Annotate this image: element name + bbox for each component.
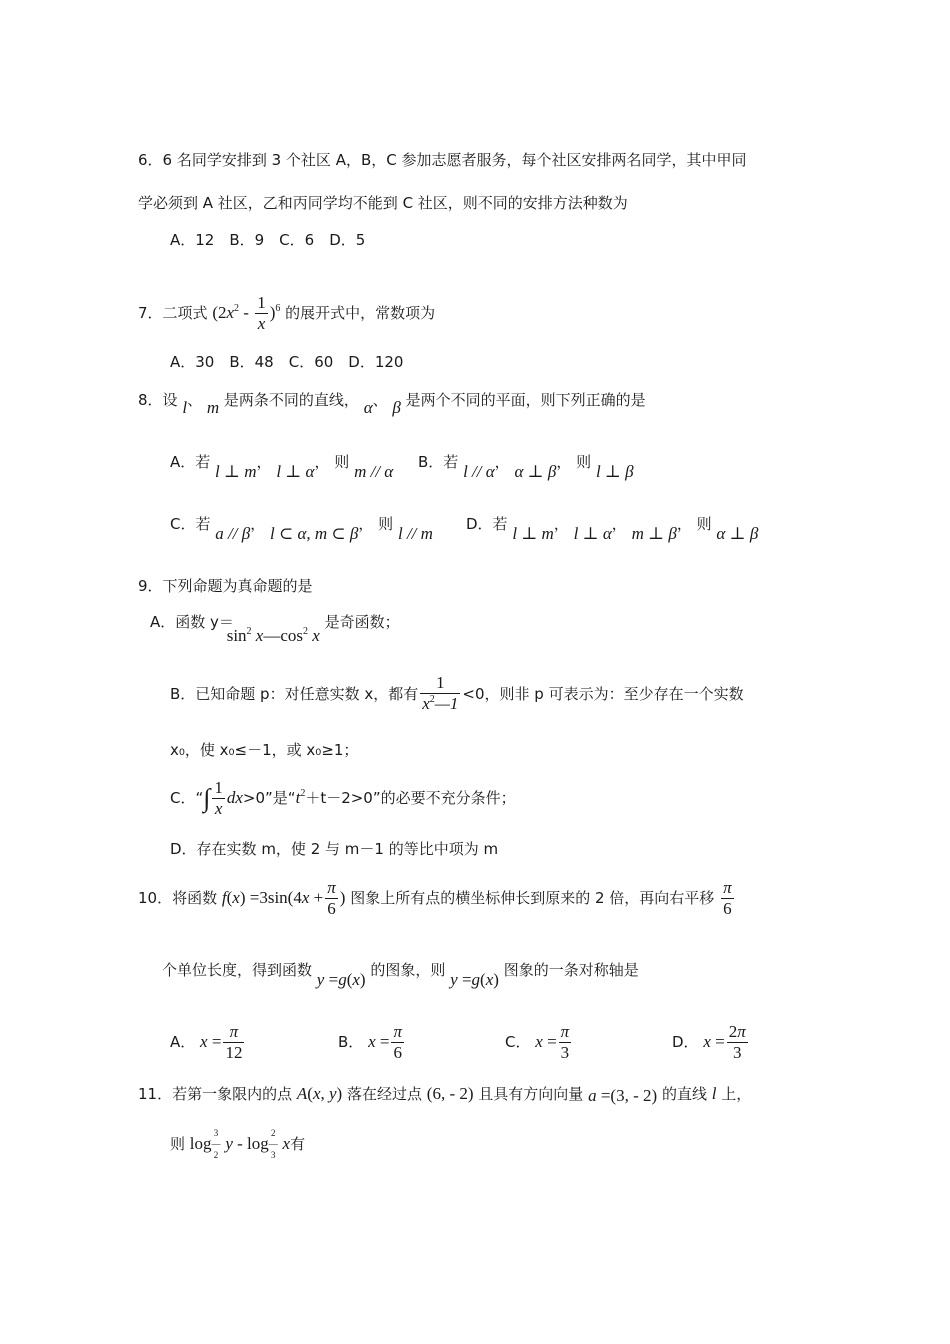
q7-binomial: ($2x^2$ - — [212, 303, 254, 322]
q9-b-prefix: B．已知命题 p：对任意实数 x，都有 — [170, 685, 419, 703]
q11-line2-suffix: 有 — [290, 1135, 306, 1153]
q8-option-b: B．若 l // α， α ⊥ β， 则 l ⊥ β — [418, 453, 634, 481]
q9-option-b — [170, 672, 744, 717]
q11-mid1: 落在经过点 — [346, 1085, 422, 1103]
q10-line2-a: 个单位长度，得到函数 — [162, 961, 313, 979]
q9-b-fraction: $\frac{1}{x^2—1}$ — [420, 673, 460, 717]
q6-line1: 6．6 名同学安排到 3 个社区 A，B，C 参加志愿者服务，每个社区安排两名同学，其中甲同 — [138, 151, 747, 169]
q9-a-suffix: 是奇函数； — [324, 613, 400, 631]
q11-line1: 11．若第一象限内的点 A(x, y) 落在经过点 (6, - 2) 且具有方向向量 a =(3, - 2) 的直线 l 上， — [138, 1084, 752, 1105]
q10-line1: 10．将函数 f(x) =3sin(4x + $\frac{\pi}{6}$ ) 图象上所有点的横坐标伸长到原来的 2 倍，再向右平移 $\frac{\pi}{6}$ — [138, 878, 732, 918]
q7-prefix: 7．二项式 — [138, 304, 208, 322]
q9-c-prefix: C．“ — [170, 789, 204, 807]
q8-stem: 8．设 l、 m 是两条不同的直线， α、 β 是两个不同的平面，则下列正确的是 — [138, 391, 646, 417]
q10-mid: 图象上所有点的横坐标伸长到原来的 2 倍，再向右平移 — [350, 889, 715, 907]
q8-stem-b: 是两条不同的直线， — [223, 391, 359, 409]
q11-prefix: 11．若第一象限内的点 — [138, 1085, 293, 1103]
q9-stem: 9．下列命题为真命题的是 — [138, 577, 313, 595]
q6-line2: 学必须到 A 社区，乙和丙同学均不能到 C 社区，则不同的安排方法种数为 — [138, 194, 628, 212]
q8-opt-d-label: D．若 — [466, 515, 508, 533]
q10-option-c: C． x = $\frac{\pi}{3}$ — [505, 1022, 570, 1062]
q11-mid3: 的直线 — [661, 1085, 707, 1103]
q11-line2-prefix: 则 — [170, 1135, 186, 1153]
q10-prefix: 10．将函数 — [138, 889, 218, 907]
q11-suffix: 上， — [721, 1085, 752, 1103]
q6-options: A．12 B．9 C．6 D．5 — [170, 231, 366, 249]
q8-opt-c-label: C．若 — [170, 515, 211, 533]
q8-stem-a: 8．设 — [138, 391, 178, 409]
q9-c-mid: >0”是“ — [242, 789, 296, 807]
q9-option-c: C．“∫ $\frac{1}{x}$ dx>0”是“$t^2+t-2>0$”的必要不充分条件； — [170, 778, 516, 818]
q8-opt-b-label: B．若 — [418, 453, 459, 471]
q11-line2: 则 log3 — 2 y - log2 — 3 x有 — [170, 1128, 306, 1160]
q7-fraction: $\frac{1}{x}$ — [257, 293, 266, 333]
q9-option-a: A．函数 $y= \sin^2$ $x—\cos^2$ x 是奇函数； — [150, 613, 400, 645]
q10-line2-c: 图象的一条对称轴是 — [503, 961, 639, 979]
q7-suffix: 的展开式中，常数项为 — [285, 304, 436, 322]
q9-a-prefix: A．函数 y＝ — [150, 613, 234, 631]
q10-option-a: A． x = $\frac{\pi}{12}$ — [170, 1022, 243, 1062]
q8-opt-a-label: A．若 — [170, 453, 211, 471]
q8-option-d: D．若 l ⊥ m， l ⊥ α， m ⊥ β， 则 α ⊥ β — [466, 515, 759, 543]
q9-option-d: D．存在实数 m，使 2 与 m－1 的等比中项为 m — [170, 840, 499, 858]
q10-option-b: B． x = $\frac{\pi}{6}$ — [338, 1022, 402, 1062]
q9-option-b-line2: x₀，使 x₀≤－1，或 x₀≥1； — [170, 741, 359, 759]
q8-option-c: C．若 a // β， l ⊂ α, m ⊂ β， 则 l // m — [170, 515, 433, 543]
q9-c-suffix: ＋t－2>0”的必要不充分条件； — [305, 789, 516, 807]
q10-option-d: D． x = $\frac{2\pi}{3}$ — [672, 1022, 746, 1062]
q11-mid2: 且具有方向向量 — [478, 1085, 584, 1103]
q8-stem-c: 是两个不同的平面，则下列正确的是 — [405, 391, 646, 409]
q7-stem: 7．二项式 ($2x^2$ - $\frac{1}{x}$ )$^6$ 的展开式中，常数项为 — [138, 293, 436, 333]
q8-option-a: A．若 l ⊥ m， l ⊥ α， 则 m // α — [170, 453, 394, 481]
q7-options: A．30 B．48 C．60 D．120 — [170, 353, 404, 371]
q10-line2: 个单位长度，得到函数 y =g(x) 的图象，则 y =g(x) 图象的一条对称轴是 — [162, 961, 639, 989]
q10-line2-b: 的图象，则 — [370, 961, 446, 979]
q9-b-suffix: <0，则非 p 可表示为：至少存在一个实数 — [462, 685, 744, 703]
